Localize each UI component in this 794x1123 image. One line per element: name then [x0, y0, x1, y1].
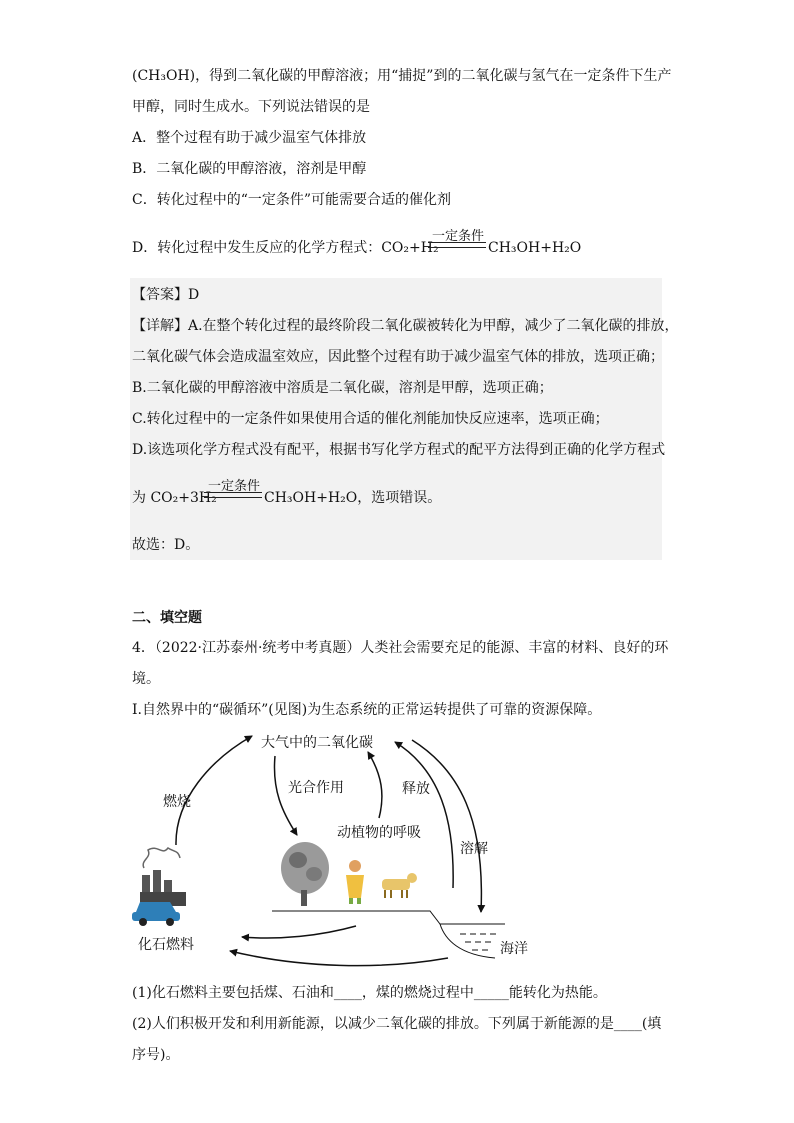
label-ocean: 海洋: [500, 941, 528, 957]
q3-line2: 甲醇，同时生成水。下列说法错误的是: [132, 99, 370, 115]
answer-conclusion: 故选：D。: [132, 537, 200, 553]
sub-question-1: (1)化石燃料主要包括煤、石油和____，煤的燃烧过程中_____能转化为热能。: [132, 985, 607, 1001]
label-combustion: 燃烧: [163, 794, 191, 810]
answer-detail-2: 二氧化碳气体会造成温室效应，因此整个过程有助于减少温室气体的排放，选项正确；: [132, 349, 664, 365]
q4-line1: 4．（2022·江苏泰州·统考中考真题）人类社会需要充足的能源、丰富的材料、良好的环: [132, 640, 669, 656]
q3-option-d-prefix: D．转化过程中发生反应的化学方程式：CO₂+H₂: [132, 240, 439, 256]
answer-detail-4: C.转化过程中的一定条件如果使用合适的催化剂能加快反应速率，选项正确；: [132, 411, 609, 427]
answer-detail-5: D.该选项化学方程式没有配平，根据书写化学方程式的配平方法得到正确的化学方程式: [132, 442, 666, 458]
label-atmosphere: 大气中的二氧化碳: [261, 735, 373, 751]
person-icon: [346, 860, 364, 904]
tree-icon: [281, 842, 329, 906]
cow-icon: [382, 873, 417, 898]
ocean-waves: [460, 934, 496, 950]
factory-icon: [140, 848, 186, 906]
q3-option-c: C．转化过程中的“一定条件”可能需要合适的催化剂: [132, 192, 452, 208]
answer-eq-prefix: 为 CO₂+3H₂: [132, 490, 217, 506]
answer-eq-products: CH₃OH+H₂O，选项错误。: [264, 490, 442, 506]
answer-detail-3: B.二氧化碳的甲醇溶液中溶质是二氧化碳，溶剂是甲醇，选项正确；: [132, 380, 553, 396]
land-to-fuel-arrow: [242, 926, 356, 938]
q3-option-a: A．整个过程有助于减少温室气体排放: [132, 130, 367, 146]
label-fossil-fuel: 化石燃料: [138, 937, 194, 953]
answer-detail-1: 【详解】A.在整个转化过程的最终阶段二氧化碳被转化为甲醇，减少了二氧化碳的排放，: [132, 318, 679, 334]
release-arrow: [395, 742, 453, 888]
q3-option-b: B．二氧化碳的甲醇溶液，溶剂是甲醇: [132, 161, 367, 177]
answer-label: 【答案】D: [132, 287, 200, 303]
sub-question-2-line1: (2)人们积极开发和利用新能源，以减少二氧化碳的排放。下列属于新能源的是____(填: [132, 1016, 662, 1032]
q3-option-d-products: CH₃OH+H₂O: [488, 240, 582, 256]
label-respiration: 动植物的呼吸: [337, 825, 421, 841]
ocean-basin: [440, 924, 495, 958]
ground-line: [272, 911, 505, 924]
q4-part1: Ⅰ.自然界中的“碳循环”(见图)为生态系统的正常运转提供了可靠的资源保障。: [132, 702, 602, 718]
ocean-to-fuel-arrow: [230, 951, 448, 966]
respiration-arrow: [368, 752, 382, 818]
label-release: 释放: [402, 781, 430, 797]
q3-option-d-condition: 一定条件: [432, 229, 485, 244]
q4-line2: 境。: [132, 671, 160, 687]
q3-line1: (CH₃OH)，得到二氧化碳的甲醇溶液；用“捕捉”到的二氧化碳与氢气在一定条件下生产: [132, 68, 672, 84]
label-photosynthesis: 光合作用: [288, 780, 344, 796]
label-dissolve: 溶解: [460, 841, 488, 857]
answer-eq-condition: 一定条件: [208, 479, 261, 494]
sub-question-2-line2: 序号)。: [132, 1047, 180, 1063]
section-title: 二、填空题: [132, 610, 202, 626]
